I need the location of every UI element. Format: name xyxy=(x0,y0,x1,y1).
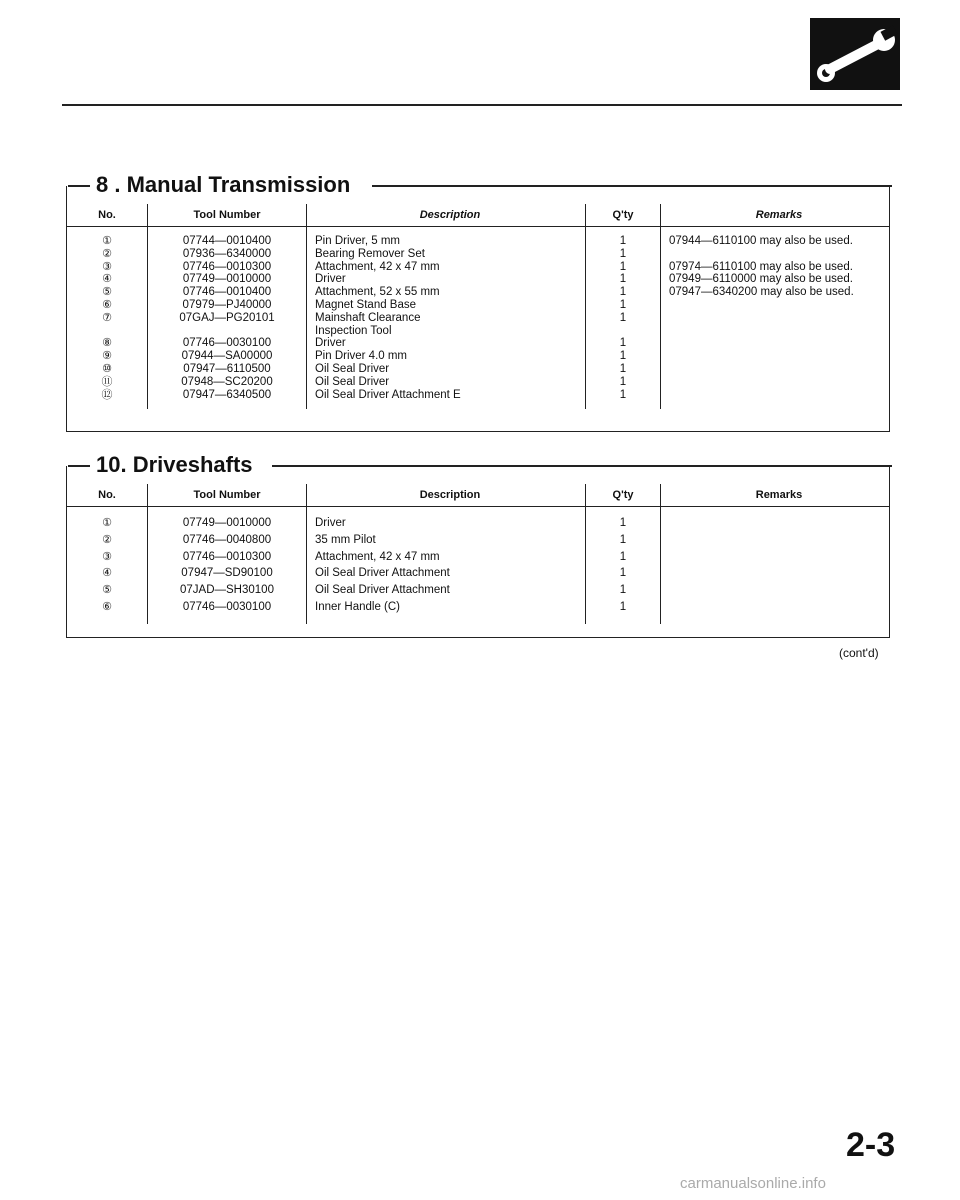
driveshafts-table xyxy=(67,484,889,624)
header-no: No. xyxy=(67,484,148,507)
row-no: ⑥ xyxy=(102,600,112,613)
table-header-row xyxy=(67,484,889,507)
row-description: Attachment, 42 x 47 mm xyxy=(315,550,440,563)
row-spacer xyxy=(590,325,656,338)
title-line-right xyxy=(272,465,892,467)
row-spacer xyxy=(669,248,885,261)
box-left-border xyxy=(66,186,68,432)
row-qty: 1 xyxy=(619,337,627,350)
header-description: Description xyxy=(307,484,586,507)
row-remarks: 07947—6340200 may also be used. xyxy=(669,286,854,299)
row-tool-number: 07947—SD90100 xyxy=(181,567,273,580)
row-tool-number: 07744—0010400 xyxy=(182,235,272,247)
row-remarks: 07944—6110100 may also be used. xyxy=(669,235,853,247)
description-column xyxy=(307,227,586,410)
title-line-right xyxy=(372,185,892,187)
row-no: ① xyxy=(102,517,112,529)
row-qty: 1 xyxy=(619,388,627,401)
row-no: ② xyxy=(102,533,112,546)
continued-note: (cont'd) xyxy=(839,646,879,660)
manual-transmission-table-box xyxy=(66,186,890,432)
row-tool-number: 07979—PJ40000 xyxy=(182,298,272,311)
title-line-left xyxy=(68,185,90,187)
row-no: ⑩ xyxy=(102,362,112,375)
section-title: 10. Driveshafts xyxy=(90,450,259,480)
header-tool-number: Tool Number xyxy=(148,484,307,507)
row-tool-number: 07GAJ—PG20101 xyxy=(179,311,275,324)
row-tool-number: 07749—0010000 xyxy=(182,273,272,286)
wrench-icon xyxy=(810,18,900,90)
manual-transmission-table xyxy=(67,204,889,409)
row-qty: 1 xyxy=(619,273,627,286)
row-qty: 1 xyxy=(619,235,627,247)
row-qty: 1 xyxy=(619,517,627,529)
row-description: Bearing Remover Set xyxy=(315,247,425,260)
row-no: ⑫ xyxy=(101,388,113,401)
row-tool-number: 07746—0040800 xyxy=(182,533,272,546)
page-number: 2-3 xyxy=(846,1126,896,1164)
row-no: ① xyxy=(102,235,112,247)
row-qty: 1 xyxy=(619,298,627,311)
remarks-column xyxy=(661,227,890,410)
row-no: ② xyxy=(102,247,112,260)
row-description: Oil Seal Driver Attachment E xyxy=(315,388,461,401)
qty-column xyxy=(586,507,661,624)
row-qty: 1 xyxy=(619,584,627,597)
row-no: ⑧ xyxy=(102,337,112,350)
description-column xyxy=(307,507,586,624)
row-description: Driver xyxy=(315,273,346,286)
row-qty: 1 xyxy=(619,567,627,580)
no-column xyxy=(67,507,148,624)
row-spacer xyxy=(152,325,302,338)
row-no: ④ xyxy=(102,273,112,286)
header-description: Description xyxy=(307,204,586,227)
table-header-row xyxy=(67,204,889,227)
header-rule xyxy=(62,104,902,106)
row-remarks: 07974—6110100 may also be used. xyxy=(669,260,853,273)
header-remarks: Remarks xyxy=(661,484,890,507)
row-description: Oil Seal Driver Attachment xyxy=(315,584,450,597)
section-title-bar xyxy=(62,450,892,480)
header-no: No. xyxy=(67,204,148,227)
row-tool-number: 07947—6110500 xyxy=(183,362,271,375)
tool-number-column xyxy=(148,227,307,410)
row-description: Driver xyxy=(315,517,346,529)
header-remarks: Remarks xyxy=(661,204,890,227)
row-qty: 1 xyxy=(619,550,627,563)
row-no: ⑤ xyxy=(102,286,112,299)
row-tool-number: 07JAD—SH30100 xyxy=(180,584,274,597)
row-no: ④ xyxy=(102,567,112,580)
row-description: Pin Driver 4.0 mm xyxy=(315,350,408,363)
row-no: ⑦ xyxy=(102,311,112,324)
header-tool-number: Tool Number xyxy=(148,204,307,227)
tool-number-column xyxy=(148,507,307,624)
row-description: Attachment, 42 x 47 mm xyxy=(315,260,440,273)
row-description: Magnet Stand Base xyxy=(315,298,417,311)
row-tool-number: 07746—0010300 xyxy=(182,550,272,563)
row-no: ⑤ xyxy=(102,584,112,597)
row-description: Oil Seal Driver xyxy=(315,362,390,375)
row-description: 35 mm Pilot xyxy=(315,533,376,546)
qty-column xyxy=(586,227,661,410)
row-description: Attachment, 52 x 55 mm xyxy=(315,286,440,299)
row-description: Driver xyxy=(315,337,346,350)
row-tool-number: 07944—SA00000 xyxy=(181,350,273,363)
row-tool-number: 07746—0030100 xyxy=(182,337,272,350)
row-tool-number: 07749—0010000 xyxy=(182,517,272,529)
row-description: Inner Handle (C) xyxy=(315,600,401,613)
remarks-column xyxy=(661,507,890,624)
row-no: ⑨ xyxy=(102,350,112,363)
row-qty: 1 xyxy=(619,533,627,546)
row-tool-number: 07948—SC20200 xyxy=(181,375,273,388)
wrench-logo xyxy=(810,18,900,90)
row-no: ③ xyxy=(102,260,112,273)
no-column xyxy=(67,227,148,410)
row-no: ⑪ xyxy=(101,375,113,388)
row-qty: 1 xyxy=(619,375,627,388)
title-line-left xyxy=(68,465,90,467)
row-qty: 1 xyxy=(619,350,627,363)
watermark: carmanualsonline.info xyxy=(680,1175,826,1192)
driveshafts-table-box xyxy=(66,466,890,638)
row-qty: 1 xyxy=(619,362,627,375)
row-qty: 1 xyxy=(619,600,627,613)
header-qty: Q'ty xyxy=(586,484,661,507)
row-tool-number: 07947—6340500 xyxy=(182,388,272,401)
table-row xyxy=(67,507,889,624)
row-tool-number: 07936—6340000 xyxy=(182,247,272,260)
row-description: Oil Seal Driver Attachment xyxy=(315,567,450,580)
row-qty: 1 xyxy=(619,286,627,299)
row-description: Mainshaft Clearance Inspection Tool xyxy=(315,311,421,337)
box-left-border xyxy=(66,466,68,638)
row-description: Pin Driver, 5 mm xyxy=(315,235,400,247)
section-title-bar xyxy=(62,170,892,200)
row-spacer xyxy=(71,325,143,338)
row-tool-number: 07746—0010400 xyxy=(182,286,272,299)
header-qty: Q'ty xyxy=(586,204,661,227)
row-qty: 1 xyxy=(619,247,627,260)
row-qty: 1 xyxy=(619,260,627,273)
section-title: 8 . Manual Transmission xyxy=(90,170,356,200)
table-row xyxy=(67,227,889,410)
row-no: ③ xyxy=(102,550,112,563)
row-qty: 1 xyxy=(619,311,627,324)
row-remarks: 07949—6110000 may also be used. xyxy=(669,273,853,286)
row-description: Oil Seal Driver xyxy=(315,375,390,388)
row-tool-number: 07746—0030100 xyxy=(182,600,272,613)
row-tool-number: 07746—0010300 xyxy=(182,260,272,273)
row-no: ⑥ xyxy=(102,298,112,311)
